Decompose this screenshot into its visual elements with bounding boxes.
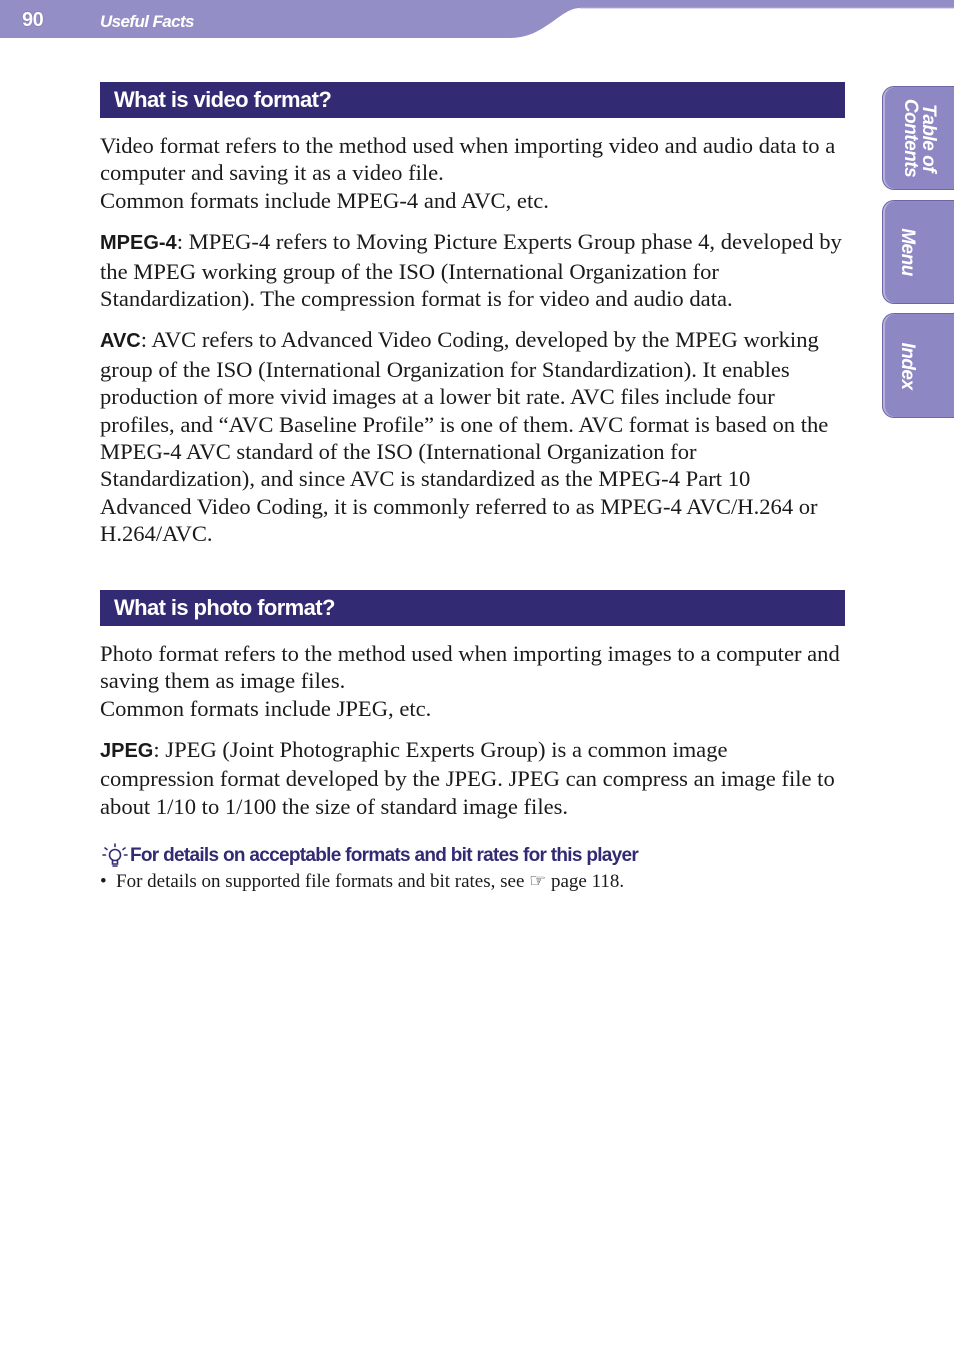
photo-common-formats: Common formats include JPEG, etc.: [100, 695, 432, 721]
jpeg-term: JPEG: [100, 739, 154, 762]
bullet-icon: •: [100, 871, 107, 893]
section-name: Useful Facts: [100, 12, 194, 31]
tab-index-label: Index: [897, 341, 918, 390]
tip-heading: [100, 842, 845, 870]
video-format-heading: What is video format?: [100, 82, 845, 118]
tab-table-of-contents[interactable]: [882, 86, 954, 190]
main-content: [100, 82, 845, 894]
page-header: [0, 0, 954, 40]
toc-label-line2: Contents: [900, 98, 921, 178]
photo-intro-paragraph: [100, 640, 845, 722]
tab-index[interactable]: [882, 313, 954, 418]
page-reference-link[interactable]: page 118.: [550, 871, 625, 893]
avc-text: : AVC refers to Advanced Video Coding, developed by the MPEG working group of the ISO (International Organization for Standardization). It enables production of more vivid images at a lower bit rate. AVC files include four profiles, and “AVC Baseline Profile” is one of them. AVC format is based on the MPEG-4 AVC standard of the ISO (International Organization for Standardization), and since AVC is standardized as the MPEG-4 Part 10 Advanced Video Coding, it is commonly referred to as MPEG-4 AVC/H.264 or H.264/AVC.: [100, 327, 829, 547]
avc-term: AVC: [100, 330, 141, 353]
avc-definition: [100, 326, 845, 547]
page-reference-icon: ☞: [529, 871, 547, 893]
photo-intro: Photo format refers to the method used when importing images to a computer and saving them as image files.: [100, 640, 840, 694]
page-number: 90: [22, 9, 44, 31]
video-intro-paragraph: [100, 132, 845, 214]
mpeg4-term: MPEG-4: [100, 232, 177, 255]
mpeg4-definition: [100, 228, 845, 312]
jpeg-definition: [100, 736, 845, 820]
photo-format-heading: What is photo format?: [100, 590, 845, 626]
tab-menu-label: Menu: [897, 228, 918, 276]
toc-label-line1: Table of: [918, 103, 939, 173]
video-intro: Video format refers to the method used when importing video and audio data to a computer and saving it as a video file.: [100, 133, 836, 186]
tab-table-of-contents-label: [901, 99, 937, 177]
mpeg4-text: : MPEG-4 refers to Moving Picture Experts Group phase 4, developed by the MPEG working group of the ISO (International Organization for Standardization). The compression format is for video and audio data.: [100, 229, 842, 312]
tip-text: For details on supported file formats and bit rates, see: [116, 871, 525, 893]
video-common-formats: Common formats include MPEG-4 and AVC, etc.: [100, 187, 549, 213]
tab-menu[interactable]: [882, 200, 954, 304]
tip-bullet-item: [100, 870, 845, 894]
lightbulb-icon: [100, 842, 128, 870]
tip-title: For details on acceptable formats and bit rates for this player: [130, 845, 639, 867]
jpeg-text: : JPEG (Joint Photographic Experts Group) is a common image compression format developed by the JPEG. JPEG can compress an image file to about 1/10 to 1/100 the size of standard image files.: [100, 736, 835, 819]
